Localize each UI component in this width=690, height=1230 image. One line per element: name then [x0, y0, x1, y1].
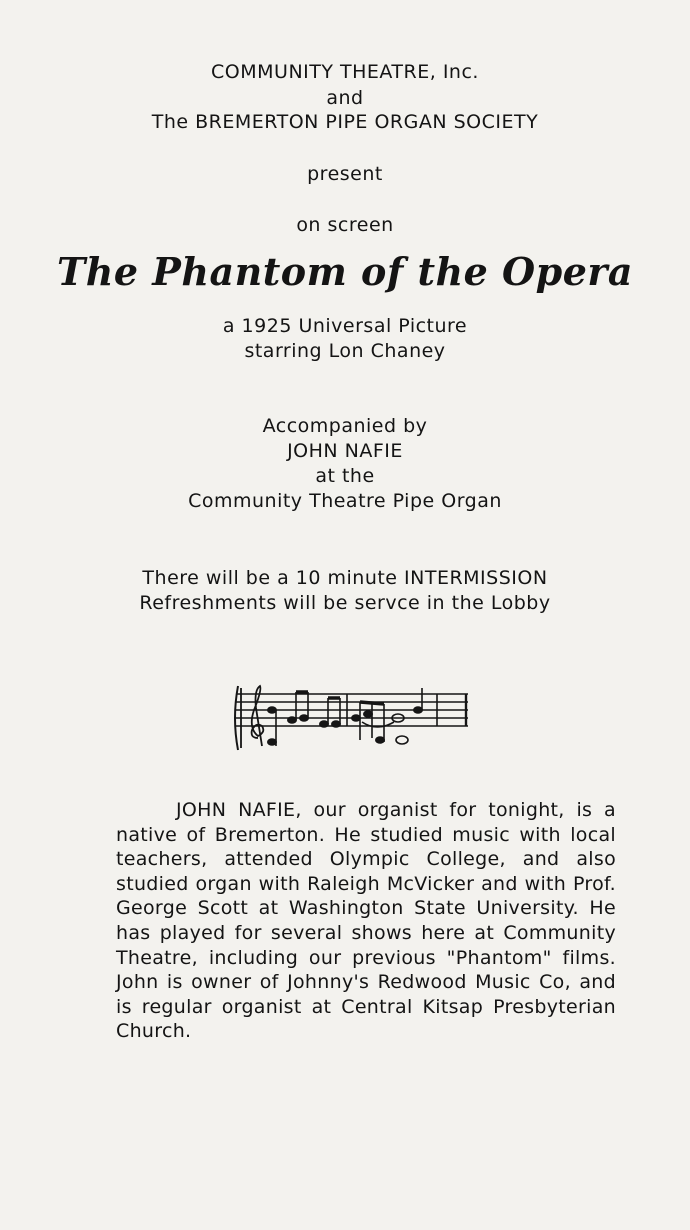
presenter-organ-society: The BREMERTON PIPE ORGAN SOCIETY: [151, 111, 539, 133]
intermission-notice: There will be a 10 minute INTERMISSION: [142, 567, 548, 589]
presenter-and: and: [326, 87, 364, 109]
biography-text: JOHN NAFIE, our organist for tonight, is a native of Bremerton. He studied music with local teachers, attended Olympic College, and also studied organ with Raleigh McVicker and with Prof. George Scott at Washington State University. He has played for several shows here at Community Theatre, including our previous "Phantom" films. John is owner of Johnny's Redwood Music Co, and is regular organist at Central Kitsap Presbyterian Church.: [116, 799, 616, 1043]
organist-biography: [116, 798, 616, 1044]
refreshments-notice: Refreshments will be servce in the Lobby: [139, 592, 551, 614]
accompanied-by-label: Accompanied by: [262, 415, 428, 437]
film-studio-line: a 1925 Universal Picture: [222, 315, 468, 337]
present-label: present: [307, 163, 383, 185]
organ-venue: Community Theatre Pipe Organ: [188, 490, 502, 512]
organist-name: JOHN NAFIE: [287, 440, 403, 462]
presenter-community-theatre: COMMUNITY THEATRE, Inc.: [211, 61, 479, 83]
film-title: The Phantom of the Opera: [56, 249, 634, 294]
film-star-line: starring Lon Chaney: [244, 340, 446, 362]
at-the-label: at the: [315, 465, 375, 487]
music-staff-icon: [232, 680, 472, 764]
on-screen-label: on screen: [296, 214, 394, 236]
